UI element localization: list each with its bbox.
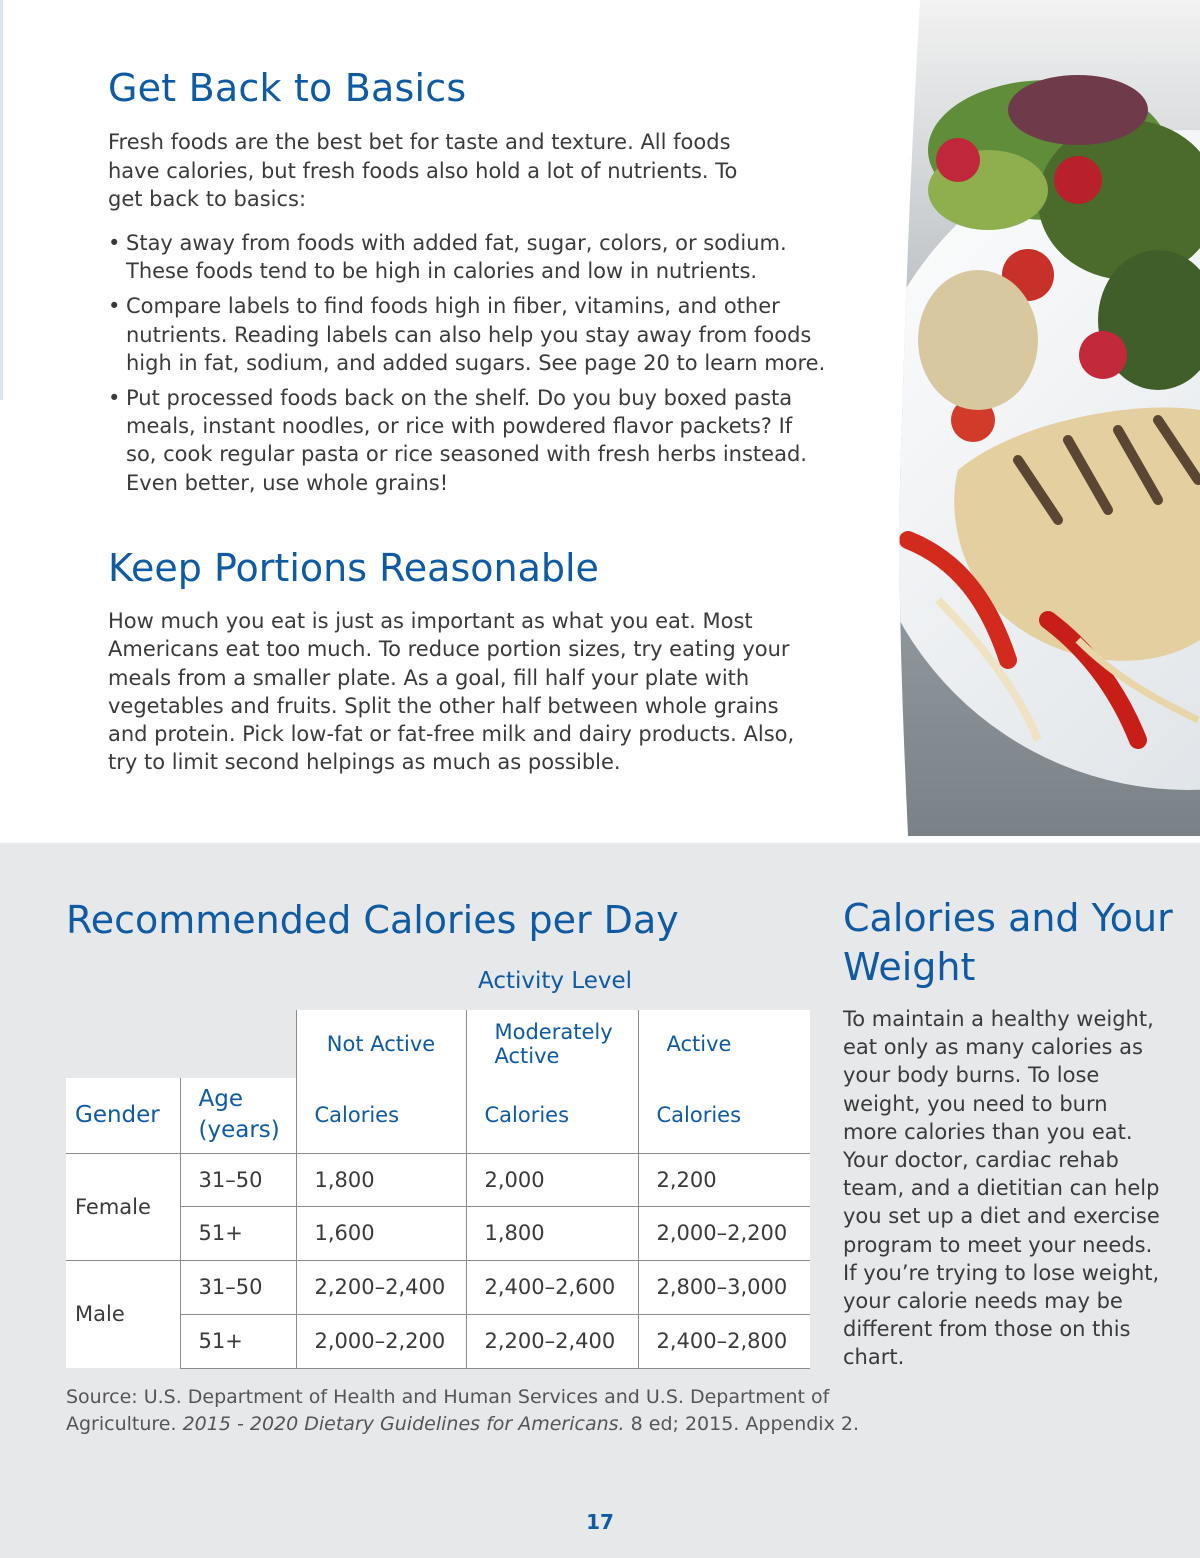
calorie-cell: 2,400–2,600 [466, 1260, 638, 1314]
calorie-table [66, 1010, 810, 1369]
age-cell: 51+ [180, 1206, 296, 1260]
header-gender: Gender [66, 1078, 180, 1153]
calorie-cell: 2,000 [466, 1153, 638, 1206]
calorie-cell: 2,200 [638, 1153, 810, 1206]
portions-heading: Keep Portions Reasonable [108, 546, 599, 590]
gender-male: Male [66, 1260, 180, 1368]
source-prefix: Source: U.S. Department of Health and Human Services and U.S. Department of Agriculture. [66, 1386, 830, 1435]
activity-moderately-active: Moderately Active [466, 1010, 638, 1078]
header-calories-moderately-active: Calories [466, 1078, 638, 1153]
age-cell: 31–50 [180, 1260, 296, 1314]
calorie-cell: 2,000–2,200 [638, 1206, 810, 1260]
calorie-cell: 2,200–2,400 [296, 1260, 466, 1314]
table-row [66, 1260, 810, 1314]
calorie-cell: 2,000–2,200 [296, 1314, 466, 1368]
source-citation [66, 1384, 866, 1438]
basics-bullet: • Stay away from foods with added fat, sugar, colors, or sodium. These foods tend to be high in calories and low in nutrients. [108, 229, 828, 285]
salad-plate-photo [898, 0, 1200, 836]
page-edge-line [0, 0, 3, 400]
page-number: 17 [586, 1510, 614, 1534]
weight-heading: Calories and Your Weight [843, 896, 1173, 989]
basics-heading: Get Back to Basics [108, 66, 467, 110]
header-calories-active: Calories [638, 1078, 810, 1153]
basics-intro: Fresh foods are the best bet for taste and texture. All foods have calories, but fresh foods also hold a lot of nutrients. To get back to basics: [108, 130, 738, 211]
calorie-cell: 1,600 [296, 1206, 466, 1260]
calorie-table-heading: Recommended Calories per Day [66, 898, 679, 942]
source-suffix: 8 ed; 2015. Appendix 2. [624, 1413, 859, 1435]
portions-body: How much you eat is just as important as what you eat. Most Americans eat too much. To reduce portion sizes, try eating your meals from a smaller plate. As a goal, fill half your plate with vegetables and fruits. Split the other half between whole grains and protein. Pick low-fat or fat-free milk and dairy products. Also, try to limit second helpings as much as possible. [108, 609, 795, 775]
calorie-cell: 2,800–3,000 [638, 1260, 810, 1314]
calorie-cell: 1,800 [296, 1153, 466, 1206]
header-age: Age (years) [180, 1078, 296, 1153]
age-cell: 31–50 [180, 1153, 296, 1206]
calorie-cell: 1,800 [466, 1206, 638, 1260]
header-calories-not-active: Calories [296, 1078, 466, 1153]
table-row [66, 1153, 810, 1206]
basics-bullet-list [108, 229, 828, 504]
basics-bullet: • Compare labels to find foods high in fiber, vitamins, and other nutrients. Reading labels can also help you stay away from foods high in fat, sodium, and added sugars. See page 20 to learn more. [108, 292, 828, 377]
weight-body: To maintain a healthy weight, eat only as many calories as your body burns. To lose weight, you need to burn more calories than you eat. Your doctor, cardiac rehab team, and a dietitian can help you set up a diet and exercise program to meet your needs. If you’re trying to lose weight, your calorie needs may be different from those on this chart. [843, 1007, 1160, 1370]
source-title: 2015 - 2020 Dietary Guidelines for Americans. [182, 1413, 625, 1435]
activity-level-label: Activity Level [478, 968, 633, 994]
calorie-cell: 2,200–2,400 [466, 1314, 638, 1368]
age-cell: 51+ [180, 1314, 296, 1368]
activity-not-active: Not Active [296, 1010, 466, 1078]
calorie-cell: 2,400–2,800 [638, 1314, 810, 1368]
activity-active: Active [638, 1010, 810, 1078]
basics-bullet: • Put processed foods back on the shelf. Do you buy boxed pasta meals, instant noodles, or rice with powdered flavor packets? If so, cook regular pasta or rice seasoned with fresh herbs instead. Even better, use whole grains! [108, 384, 828, 497]
gender-female: Female [66, 1153, 180, 1260]
